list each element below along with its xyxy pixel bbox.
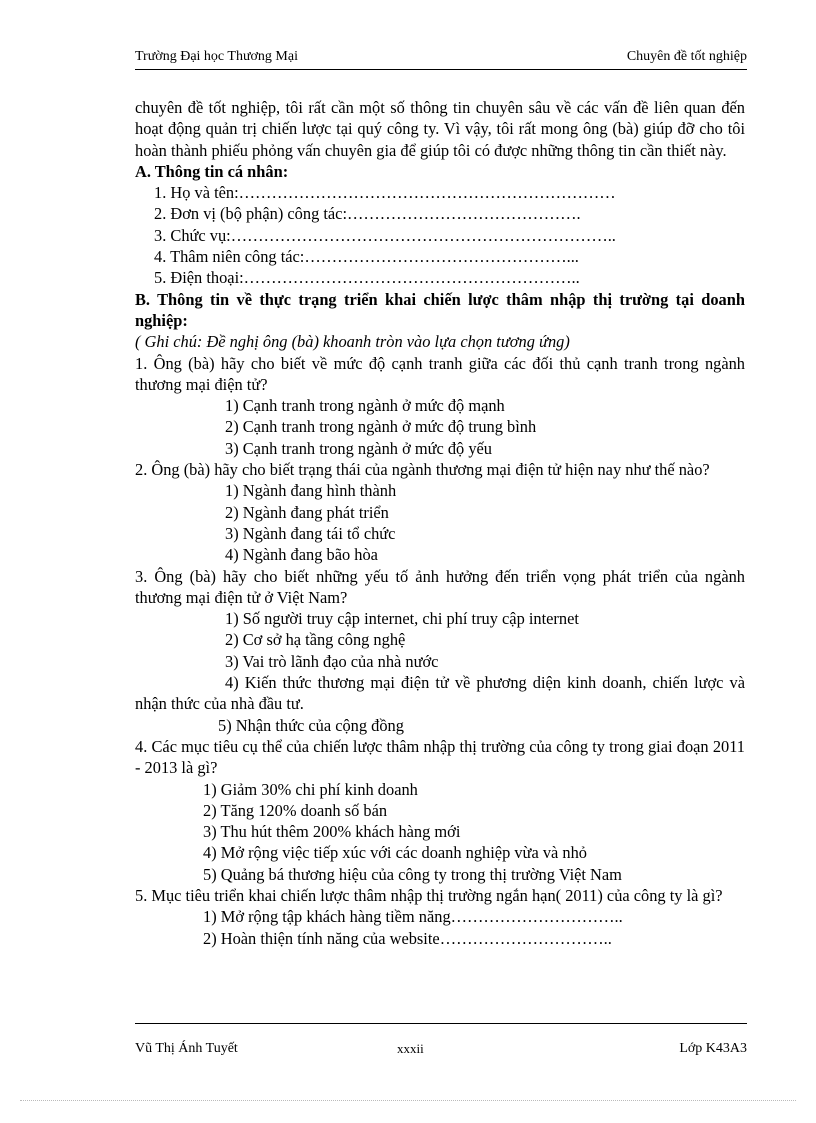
field-phone: 5. Điện thoại:……………………………………………………..	[154, 268, 580, 288]
page-break-line	[20, 1100, 796, 1101]
footer-author: Vũ Thị Ánh Tuyết	[135, 1041, 238, 1056]
page-number: xxxii	[397, 1041, 424, 1056]
question-1: 1. Ông (bà) hãy cho biết về mức độ cạnh tranh giữa các đối thủ cạnh tranh trong ngành thương mại điện tử?	[135, 353, 745, 394]
document-body	[135, 97, 745, 949]
page-header	[135, 49, 747, 70]
question-4: 4. Các mục tiêu cụ thể của chiến lược thâm nhập thị trường của công ty trong giai đoạn 2011 - 2013 là gì?	[135, 736, 745, 778]
q3-option: 4) Kiến thức thương mại điện tử về phương diện kinh doanh, chiến lược và nhận thức của nhà đầu tư.	[135, 673, 745, 714]
header-school: Trường Đại học Thương Mại	[135, 49, 298, 64]
q3-option: 5) Nhận thức của cộng đồng	[218, 715, 404, 735]
question-3: 3. Ông (bà) hãy cho biết những yếu tố ảnh hưởng đến triển vọng phát triển của ngành thương mại điện tử ở Việt Nam?	[135, 566, 745, 607]
q4-option: 5) Quảng bá thương hiệu của công ty trong thị trường Việt Nam	[203, 864, 622, 884]
section-b-title: B. Thông tin về thực trạng triển khai chiến lược thâm nhập thị trường tại doanh nghiệp:	[135, 289, 745, 330]
q3-option: 2) Cơ sở hạ tầng công nghệ	[225, 630, 406, 650]
section-b-note: ( Ghi chú: Đề nghị ông (bà) khoanh tròn vào lựa chọn tương ứng)	[135, 332, 570, 352]
field-position: 3. Chức vụ:……………………………………………………………..	[154, 225, 616, 245]
q2-option: 4) Ngành đang bão hòa	[225, 545, 378, 565]
q1-option: 1) Cạnh tranh trong ngành ở mức độ mạnh	[225, 396, 505, 416]
q1-option: 3) Cạnh tranh trong ngành ở mức độ yếu	[225, 438, 492, 458]
q1-option: 2) Cạnh tranh trong ngành ở mức độ trung bình	[225, 417, 537, 437]
intro-paragraph: chuyên đề tốt nghiệp, tôi rất cần một số thông tin chuyên sâu về các vấn đề liên quan đến hoạt động quản trị chiến lược tại quý công ty. Vì vậy, tôi rất mong ông (bà) giúp đỡ cho tôi hoàn thành phiếu phỏng vấn chuyên gia để giúp tôi có được những thông tin cần thiết này.	[135, 98, 745, 160]
q4-option: 1) Giảm 30% chi phí kinh doanh	[203, 779, 418, 799]
q5-option: 1) Mở rộng tập khách hàng tiềm năng…………………………..	[203, 907, 623, 927]
q4-option: 3) Thu hút thêm 200% khách hàng mới	[203, 822, 461, 842]
field-unit: 2. Đơn vị (bộ phận) công tác:…………………………………….	[154, 204, 581, 224]
field-name: 1. Họ và tên:……………………………………………………………	[154, 183, 616, 203]
q4-option: 2) Tăng 120% doanh số bán	[203, 800, 388, 820]
q2-option: 3) Ngành đang tái tổ chức	[225, 523, 396, 543]
q3-option: 3) Vai trò lãnh đạo của nhà nước	[225, 651, 439, 671]
q4-option: 4) Mở rộng việc tiếp xúc với các doanh nghiệp vừa và nhỏ	[203, 843, 587, 863]
header-doc-type: Chuyên đề tốt nghiệp	[626, 49, 747, 64]
q3-option: 1) Số người truy cập internet, chi phí truy cập internet	[225, 609, 579, 629]
footer-class: Lớp K43A3	[679, 1041, 747, 1056]
page-footer	[135, 1023, 747, 1060]
q2-option: 1) Ngành đang hình thành	[225, 481, 397, 501]
field-seniority: 4. Thâm niên công tác:…………………………………………...	[154, 247, 579, 267]
section-a-title: A. Thông tin cá nhân:	[135, 161, 289, 181]
q2-option: 2) Ngành đang phát triển	[225, 502, 389, 522]
q5-option: 2) Hoàn thiện tính năng của website…………………………..	[203, 928, 612, 948]
question-5: 5. Mục tiêu triển khai chiến lược thâm nhập thị trường ngắn hạn( 2011) của công ty là gì?	[135, 885, 723, 905]
question-2: 2. Ông (bà) hãy cho biết trạng thái của ngành thương mại điện tử hiện nay như thế nào?	[135, 460, 710, 480]
